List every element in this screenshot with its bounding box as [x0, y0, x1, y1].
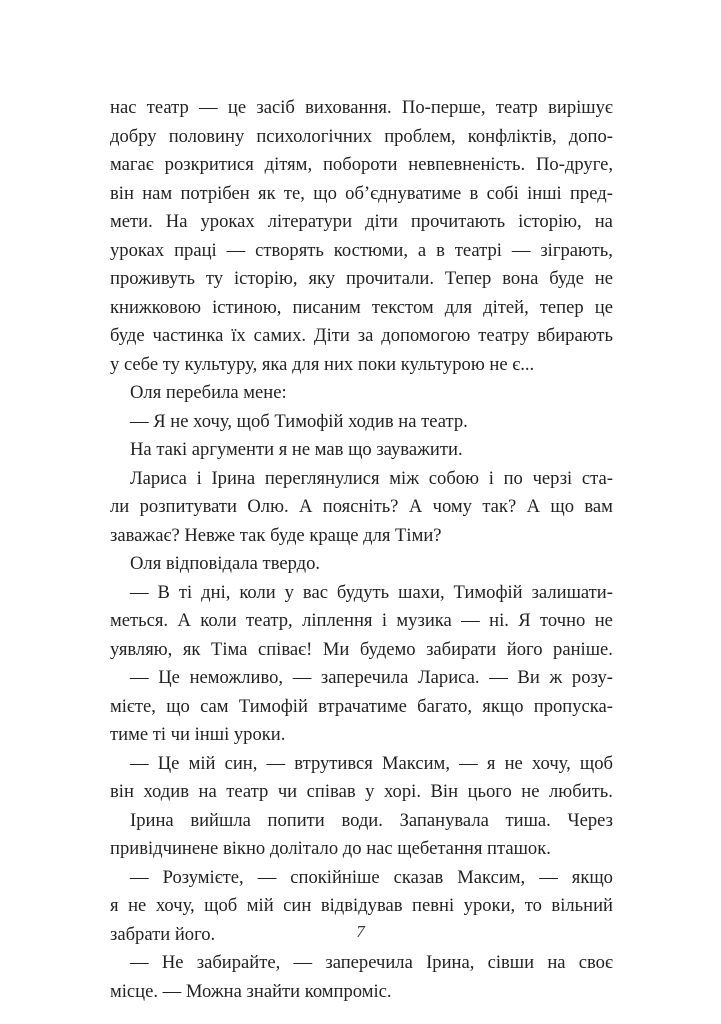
text-line: — Розумієте, — спокійніше сказав Максим, — якщо [130, 866, 613, 888]
text-line: Лариса і Ірина переглянулися між собою і по черзі ста- [130, 467, 613, 489]
text-line: буде частинка їх самих. Діти за допомогою театру вбирають [110, 325, 613, 346]
text-line: магає розкритися дітям, побороти невпевненість. По-друге, [110, 154, 613, 175]
book-page-text [110, 94, 613, 1006]
text-line: — Це неможливо, — заперечила Лариса. — Ви ж розу- [130, 667, 613, 688]
text-line: проживуть ту історію, яку прочитали. Тепер вона буде не [110, 268, 613, 289]
text-line: він ходив на театр чи співав у хорі. Він цього не любить. [110, 781, 613, 802]
text-line: уроках праці — створять костюми, а в театрі — зіграють, [110, 239, 613, 261]
text-line: мети. На уроках літератури діти прочитають історію, на [110, 211, 613, 232]
text-line: заважає? Невже так буде краще для Тіми? [110, 524, 442, 546]
text-line: нас театр — це засіб виховання. По-перше, театр вирішує [110, 97, 613, 118]
text-line: Оля відповідала твердо. [130, 553, 321, 574]
text-line: ли розпитувати Олю. А поясніть? А чому так? А що вам [110, 496, 613, 517]
text-line: меться. А коли театр, ліплення і музика — ні. Я точно не [110, 610, 613, 631]
text-line: тиме ті чи інші уроки. [110, 724, 286, 745]
text-line: книжковою істиною, писаним текстом для дітей, тепер це [110, 296, 613, 318]
text-line: я не хочу, щоб мій син відвідував певні уроки, то вільний [110, 895, 613, 916]
text-line: — Це мій син, — втрутився Максим, — я не хочу, щоб [130, 752, 613, 774]
text-line: — Не забирайте, — заперечила Ірина, сівши на своє [130, 952, 613, 973]
text-line: Оля перебила мене: [130, 382, 287, 403]
page-number: 7 [356, 922, 365, 941]
text-line: На такі аргументи я не мав що зауважити. [130, 439, 463, 460]
text-line: він нам потрібен як те, що об’єднуватиме в собі інші пред- [110, 182, 613, 204]
text-line: — В ті дні, коли у вас будуть шахи, Тимофій залишати- [130, 581, 613, 603]
text-line: мієте, що сам Тимофій втрачатиме багато, якщо пропуска- [110, 695, 613, 717]
text-line: Ірина вийшла попити води. Запанувала тиша. Через [130, 809, 613, 831]
text-line: уявляю, як Тіма співає! Ми будемо забирати його раніше. [110, 638, 613, 660]
text-line: — Я не хочу, щоб Тимофій ходив на театр. [130, 410, 468, 432]
text-line: добру половину психологічних проблем, конфліктів, допо- [110, 125, 613, 147]
text-line: забрати його. [110, 923, 216, 945]
text-line: місце. — Можна знайти компроміс. [110, 980, 392, 1002]
text-line: у себе ту культуру, яка для них поки культурою не є... [110, 353, 535, 375]
text-line: привідчинене вікно долітало до нас щебетання пташок. [110, 838, 551, 859]
